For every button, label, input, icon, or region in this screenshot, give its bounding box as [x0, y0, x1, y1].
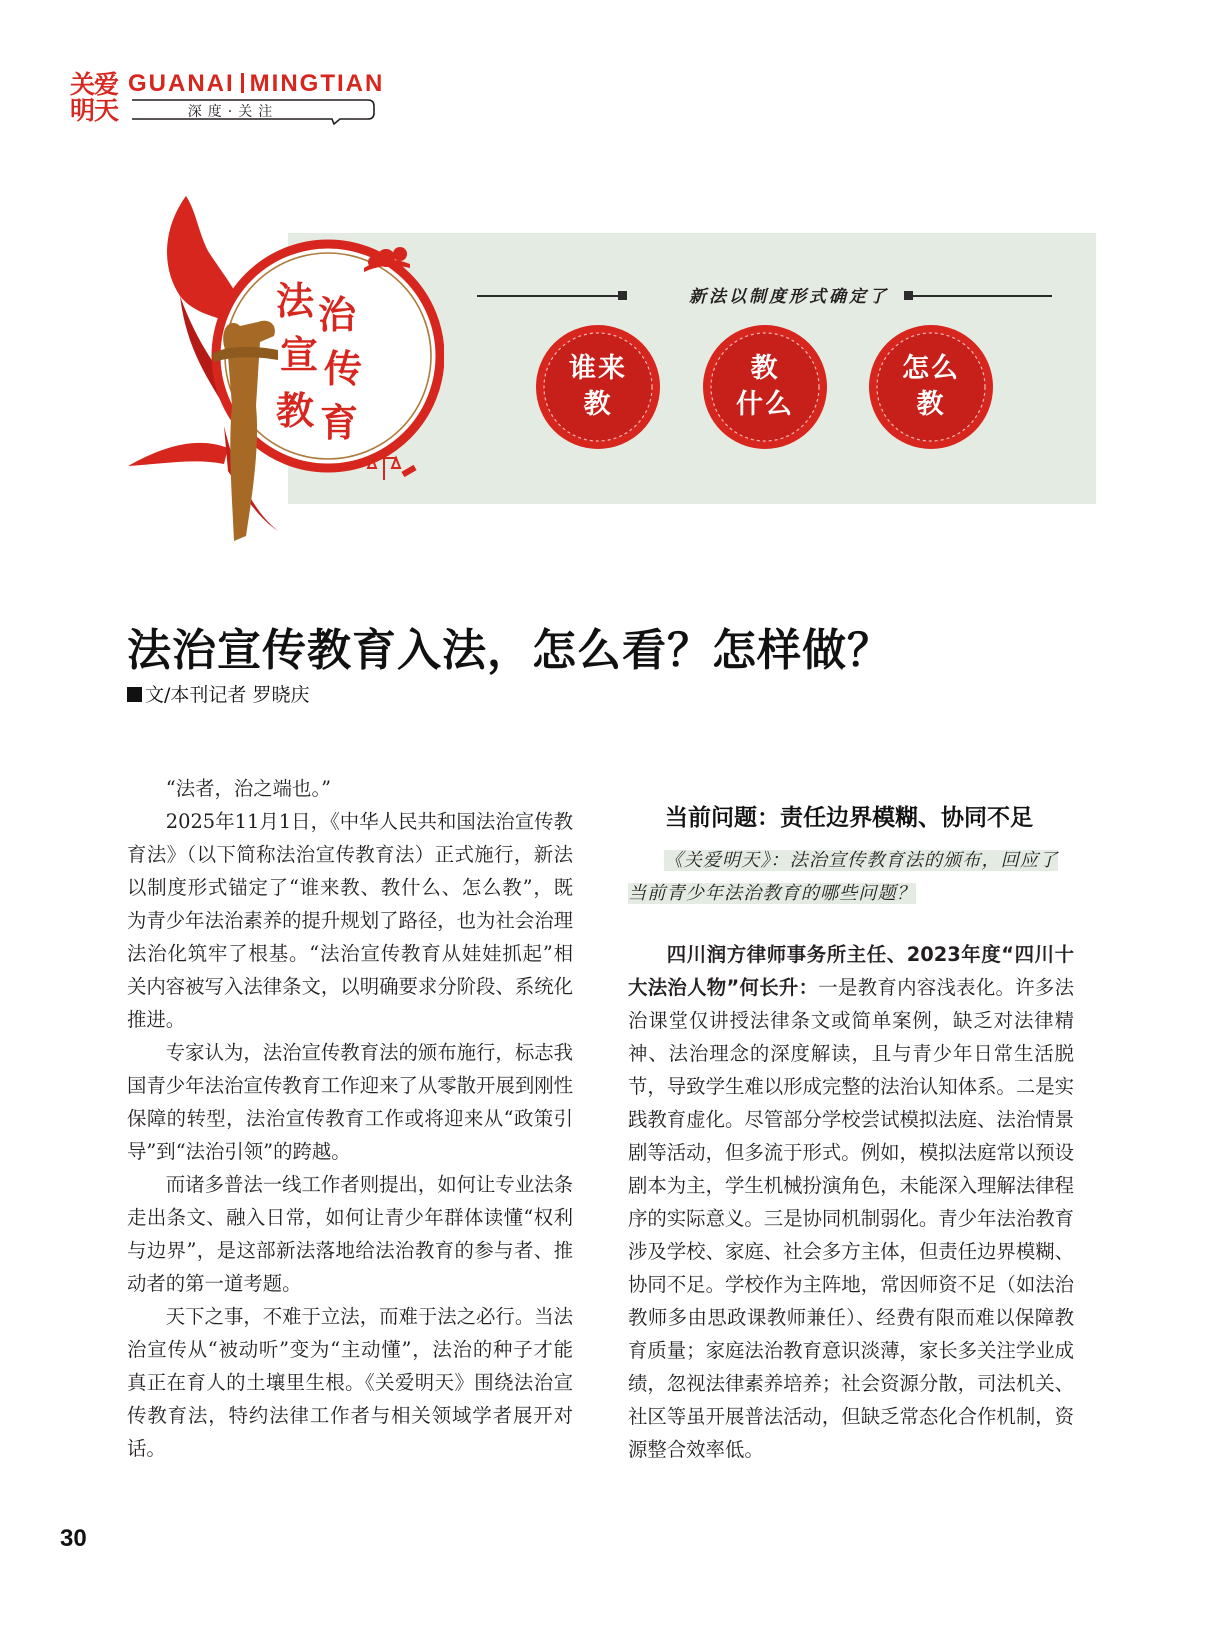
paragraph: 专家认为，法治宣传教育法的颁布施行，标志我国青少年法治宣传教育工作迎来了从零散开展到刚性保障的转型，法治宣传教育工作或将迎来从“政策引导”到“法治引领”的跨越。 [127, 1041, 573, 1163]
emblem-text-4: 传 [324, 346, 363, 391]
logo-chinese: 关爱明天 [70, 70, 119, 125]
seal-1-line2: 教 [583, 389, 613, 420]
logo-english-right: MINGTIAN [249, 70, 385, 97]
logo-english [128, 70, 384, 98]
emblem-text-6: 育 [320, 400, 359, 445]
emblem-text-3: 宣 [280, 332, 319, 377]
seal-how-to-teach [866, 322, 996, 452]
seal-2-line2: 什么 [736, 389, 794, 420]
seal-who-teaches [533, 322, 663, 452]
emblem-text-2: 治 [318, 292, 357, 337]
emblem-text-5: 教 [276, 388, 315, 433]
emblem-text-1: 法 [276, 278, 315, 323]
logo-separator [241, 73, 244, 93]
byline-square-icon [127, 687, 142, 702]
banner-subtitle: 新法以制度形式确定了 [689, 287, 889, 307]
banner-divider-right [910, 295, 1052, 297]
interview-question [628, 844, 1076, 910]
seal-what-to-teach [700, 322, 830, 452]
question-line-2: 当前青少年法治教育的哪些问题？ [628, 883, 916, 904]
paragraph: 天下之事，不难于立法，而难于法之必行。当法治宣传从“被动听”变为“主动懂”，法治的种子才能真正在育人的土壤里生根。《关爱明天》围绕法治宣传教育法，特约法律工作者与相关领域学者展开对话。 [127, 1305, 573, 1460]
answer-speaker: 四川润方律师事务所主任、2023年度“四川十大法治人物”何长升： [628, 943, 1074, 999]
paragraph: 而诸多普法一线工作者则提出，如何让专业法条走出条文、融入日常，如何让青少年群体读懂“权利与边界”，是这部新法落地给法治教育的参与者、推动者的第一道考题。 [127, 1173, 573, 1295]
banner-divider-left-square [618, 291, 627, 300]
article-title: 法治宣传教育入法，怎么看？怎样做？ [127, 625, 892, 676]
paragraph: “法者，治之端也。” [165, 777, 332, 800]
banner-divider-left [477, 295, 622, 297]
answer-text: 一是教育内容浅表化。许多法治课堂仅讲授法律条文或简单案例，缺乏对法律精神、法治理念的深度解读，且与青少年日常生活脱节，导致学生难以形成完整的法治认知体系。二是实践教育虚化。尽管部分学校尝试模拟法庭、法治情景剧等活动，但多流于形式。例如，模拟法庭常以预设剧本为主，学生机械扮演角色，未能深入理解法律程序的实际意义。三是协同机制弱化。青少年法治教育涉及学校、家庭、社会多方主体，但责任边界模糊、协同不足。学校作为主阵地，常因师资不足（如法治教师多由思政课教师兼任）、经费有限而难以保障教育质量；家庭法治教育意识淡薄，家长多关注学业成绩，忽视法律素养培养；社会资源分散，司法机关、社区等虽开展普法活动，但缺乏常态化合作机制，资源整合效率低。 [628, 976, 1075, 1461]
law-education-emblem [128, 196, 444, 546]
left-column [127, 772, 573, 1465]
question-line-1: 《关爱明天》：法治宣传教育法的颁布，回应了 [664, 850, 1059, 871]
seal-3-line2: 教 [916, 389, 946, 420]
page-number: 30 [60, 1525, 87, 1552]
logo-english-left: GUANAI [128, 70, 235, 97]
byline [127, 680, 309, 707]
column-tag: 深度·关注 [187, 104, 279, 120]
seal-1-line1: 谁来 [569, 353, 627, 384]
interview-answer [628, 938, 1074, 1466]
seal-3-line1: 怎么 [902, 353, 960, 384]
byline-text: 文/本刊记者 罗晓庆 [145, 684, 310, 706]
section-heading: 当前问题：责任边界模糊、协同不足 [665, 805, 1033, 831]
paragraph: 2025年11月1日，《中华人民共和国法治宣传教育法》（以下简称法治宣传教育法）正式施行，新法以制度形式锚定了“谁来教、教什么、怎么教”，既为青少年法治素养的提升规划了路径，也为社会治理法治化筑牢了根基。“法治宣传教育从娃娃抓起”相关内容被写入法律条文，以明确要求分阶段、系统化推进。 [127, 810, 573, 1031]
seal-2-line1: 教 [750, 353, 780, 384]
